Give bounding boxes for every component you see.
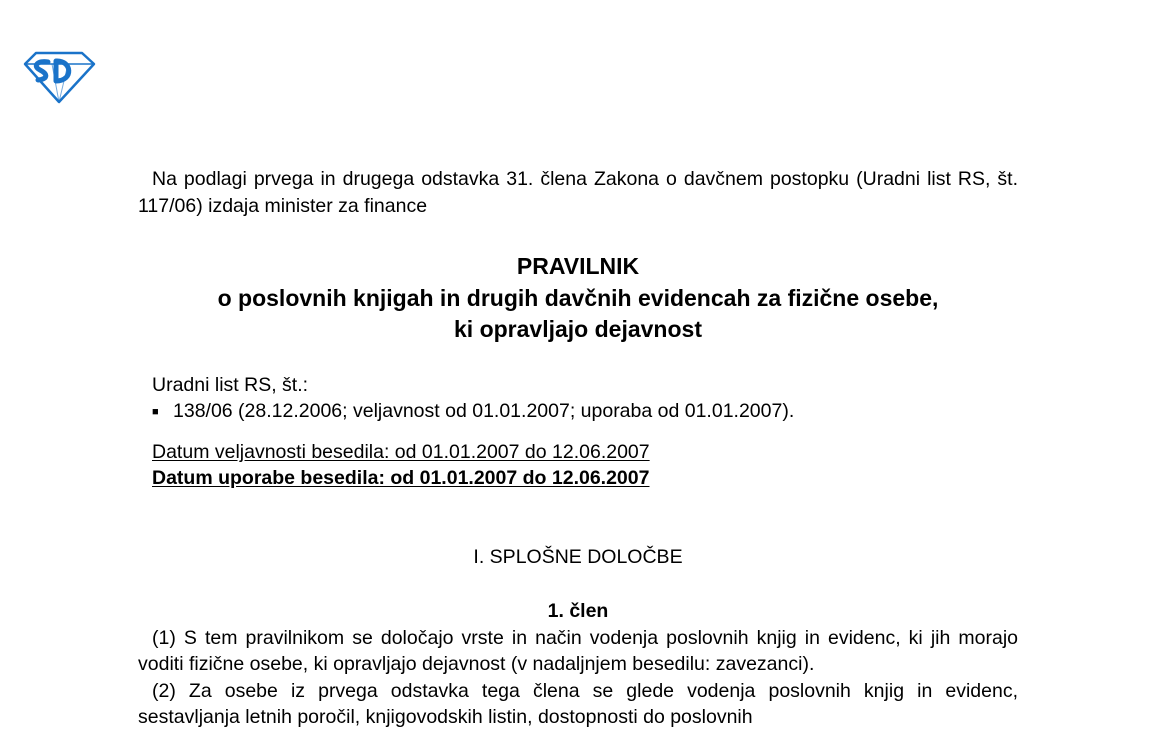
bullet-icon: ■ (152, 406, 159, 418)
publication-entry-text: 138/06 (28.12.2006; veljavnost od 01.01.2007; uporaba od 01.01.2007). (173, 400, 795, 422)
article-paragraph-1: (1) S tem pravilnikom se določajo vrste in način vodenja poslovnih knjig in evidenc, ki jih morajo voditi fizične osebe, ki opravljajo dejavnost (v nadaljnjem besedilu: zavezanci). (138, 626, 1018, 675)
sd-diamond-logo-icon (22, 48, 96, 104)
article-heading: 1. člen (547, 600, 609, 622)
publication-label: Uradni list RS, št.: (152, 373, 309, 396)
publication-entry (152, 398, 1018, 428)
sd-logo (22, 48, 96, 104)
article-paragraph-2: (2) Za osebe iz prvega odstavka tega člena se glede vodenja poslovnih knjig in evidenc, sestavljanja letnih poročil, knjigovodskih listin, dostopnosti do poslovnih (138, 679, 1018, 728)
document-body (138, 166, 1018, 731)
application-date: Datum uporabe besedila: od 01.01.2007 do 12.06.2007 (152, 467, 650, 489)
publication-info (138, 372, 1018, 428)
validity-date: Datum veljavnosti besedila: od 01.01.2007 do 12.06.2007 (152, 440, 650, 463)
text-dates (138, 439, 1018, 492)
title-line-1: PRAVILNIK (516, 253, 640, 279)
section-heading: I. SPLOŠNE DOLOČBE (473, 545, 683, 568)
document-title (138, 251, 1018, 346)
title-line-2: o poslovnih knjigah in drugih davčnih evidencah za fizične osebe, (217, 284, 939, 311)
title-line-3: ki opravljajo dejavnost (454, 316, 702, 342)
intro-paragraph: Na podlagi prvega in drugega odstavka 31. člena Zakona o davčnem postopku (Uradni list RS, št. 117/06) izdaja minister za finance (138, 168, 1018, 217)
